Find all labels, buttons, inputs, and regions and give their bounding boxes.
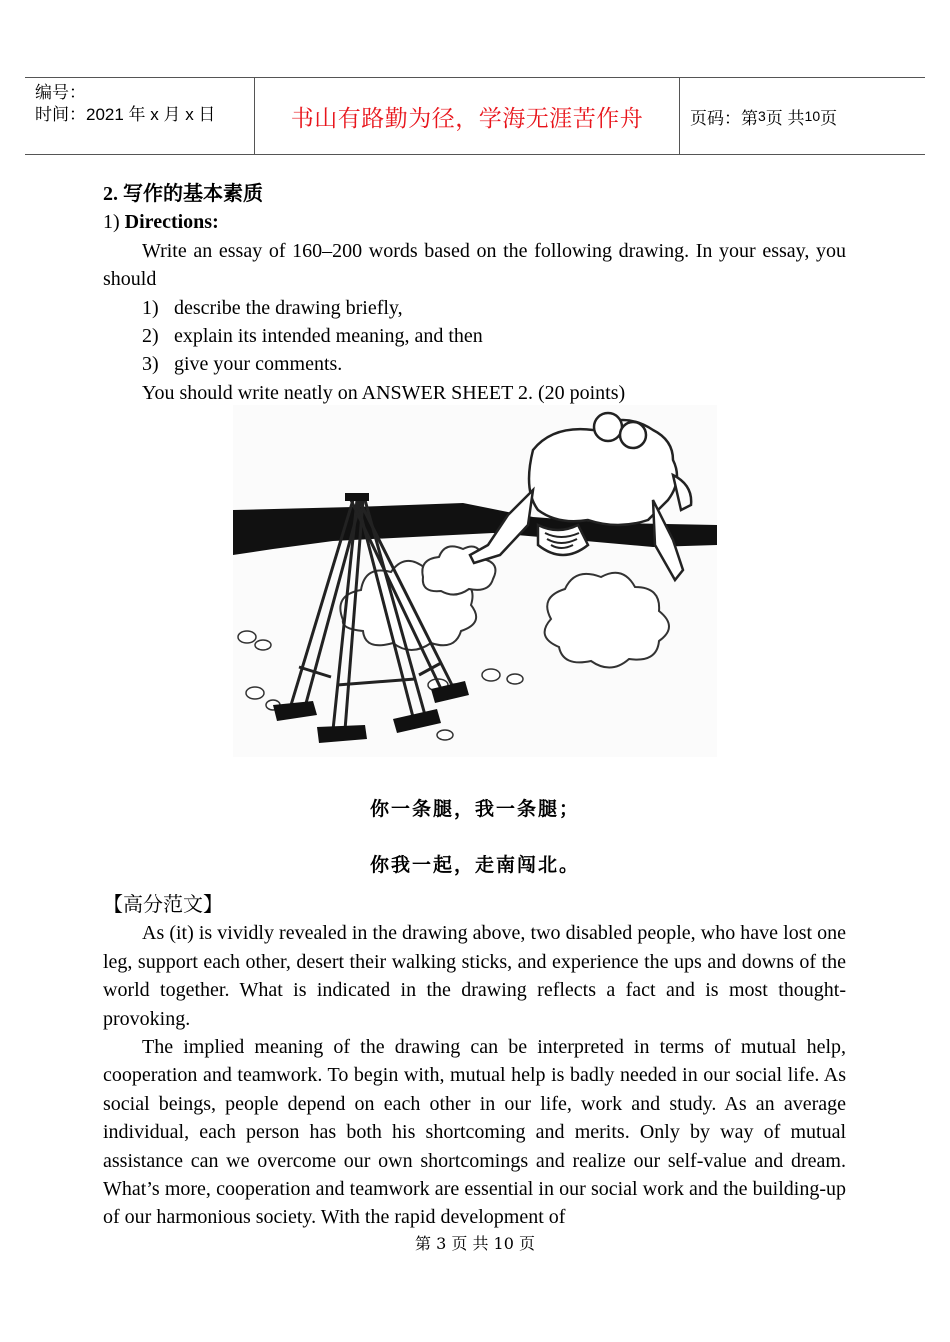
directions-label: Directions:	[124, 211, 219, 234]
section-heading-number: 2.	[103, 183, 118, 205]
list-item-number: 2)	[142, 325, 159, 348]
list-item-text: explain its intended meaning, and then	[174, 325, 483, 348]
header-left-cell	[25, 78, 254, 154]
section-heading-text: 写作的基本素质	[123, 183, 263, 205]
list-item-text: describe the drawing briefly,	[174, 296, 403, 319]
essay-label: 【高分范文】	[103, 894, 223, 916]
section-heading	[103, 180, 846, 208]
number-label: 编号：	[35, 83, 86, 102]
page-suffix: 页	[820, 108, 838, 128]
list-item-number: 1)	[142, 296, 159, 319]
drawing-illustration	[233, 405, 717, 757]
page-number: 3	[758, 108, 766, 124]
directions-note: You should write neatly on ANSWER SHEET 2. (20 points)	[142, 381, 626, 404]
page-mid: 页 共	[765, 108, 805, 128]
directions-intro: Write an essay of 160–200 words based on the following drawing. In your essay, you should	[103, 239, 846, 291]
list-item-text: give your comments.	[174, 353, 343, 376]
page-prefix: 页码：第	[690, 108, 758, 128]
directions-number: 1)	[103, 211, 120, 234]
list-item	[103, 322, 846, 350]
page-total: 10	[804, 108, 821, 124]
header-motto-cell	[254, 78, 680, 154]
list-item-number: 3)	[142, 353, 159, 376]
list-item	[103, 350, 846, 378]
essay-paragraph: As (it) is vividly revealed in the drawing above, two disabled people, who have lost one leg, support each other, desert their walking sticks, and experience the ups and downs of the world together. What is indicated in the drawing reflects a fact and is most thought-provoking.	[103, 922, 846, 1030]
page-footer: 第 3 页 共 10 页	[415, 1234, 535, 1253]
motto: 书山有路勤为径，学海无涯苦作舟	[290, 105, 644, 132]
header-page-cell	[680, 78, 925, 154]
drawing-caption-line-1: 你一条腿，我一条腿；	[369, 798, 580, 820]
drawing-caption-line-2: 你我一起，走南闯北。	[369, 854, 580, 876]
directions-section	[103, 180, 846, 407]
time-label: 时间：2021 年 x 月 x 日	[35, 105, 216, 124]
directions-label-line	[103, 208, 846, 236]
page-header	[25, 77, 925, 155]
essay-paragraph: The implied meaning of the drawing can be interpreted in terms of mutual help, cooperation and teamwork. To begin with, mutual help is badly needed in our social life. As social beings, people depend on each other in our life, work and study. As an average individual, each person has both his shortcoming and merits. Only by way of mutual assistance can we overcome our own shortcomings and realize our self-value and dream. What’s more, cooperation and teamwork are essential in our social work and the building-up of our harmonious society. With the rapid development of	[103, 1036, 846, 1229]
list-item	[103, 294, 846, 322]
model-essay	[103, 891, 846, 1232]
